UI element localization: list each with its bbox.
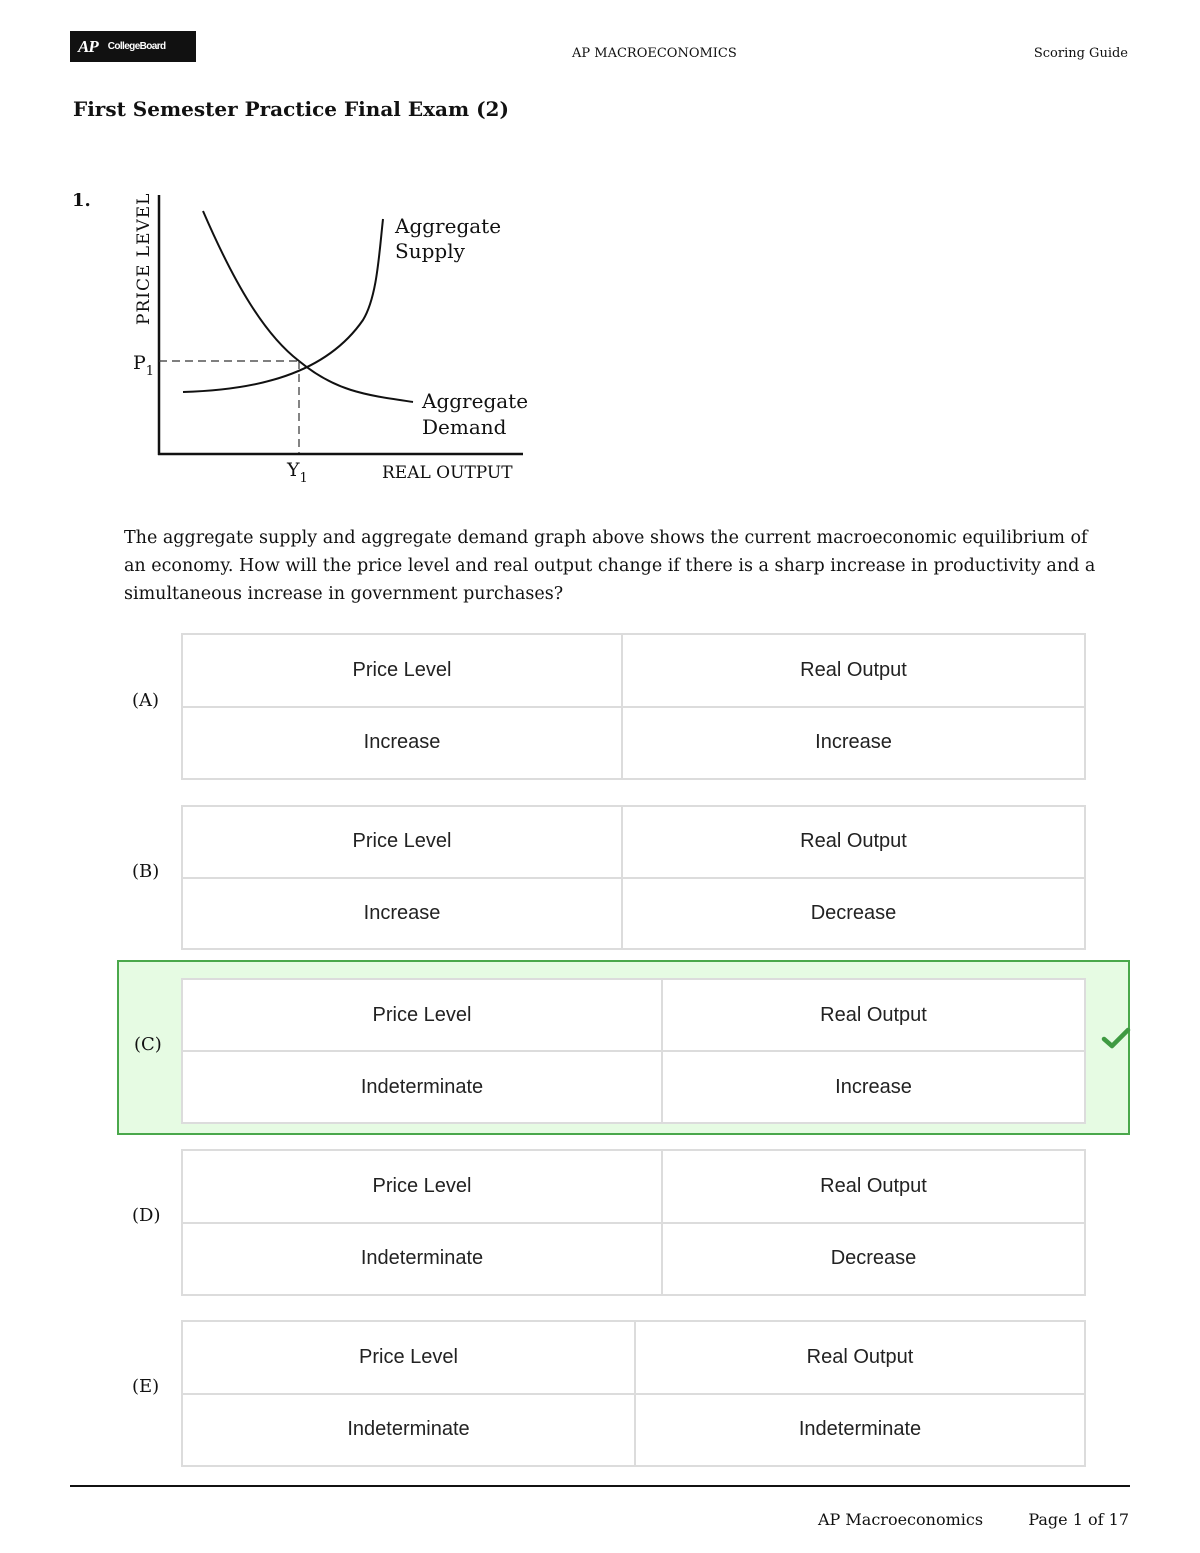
table-header-real-output: Real Output bbox=[662, 1150, 1085, 1223]
supply-label-line2: Supply bbox=[395, 239, 465, 263]
question-number: 1. bbox=[72, 190, 91, 211]
correct-checkmark-icon bbox=[1101, 1026, 1131, 1050]
logo-ap-text: AP bbox=[78, 36, 98, 56]
answer-choice-a[interactable] bbox=[118, 630, 1130, 782]
answer-choice-b[interactable] bbox=[118, 802, 1130, 952]
table-cell-price-level: Increase bbox=[182, 878, 622, 950]
page-number: Page 1 of 17 bbox=[1028, 1510, 1129, 1529]
table-header-real-output: Real Output bbox=[635, 1321, 1085, 1394]
ap-collegeboard-logo bbox=[70, 31, 196, 62]
footer-divider bbox=[70, 1485, 1130, 1487]
table-cell-real-output: Indeterminate bbox=[635, 1394, 1085, 1467]
price-marker-p1: $P_1$ bbox=[133, 352, 155, 379]
x-axis-label: REAL OUTPUT bbox=[382, 463, 513, 483]
table-header-price-level: Price Level bbox=[182, 1150, 662, 1223]
table-header-real-output: Real Output bbox=[622, 806, 1085, 878]
choice-table bbox=[181, 978, 1086, 1124]
header-scoring-guide: Scoring Guide bbox=[1033, 46, 1128, 61]
exam-title: First Semester Practice Final Exam (2) bbox=[73, 97, 509, 121]
table-cell-price-level: Indeterminate bbox=[182, 1223, 662, 1296]
footer-subject: AP Macroeconomics bbox=[818, 1510, 984, 1529]
table-cell-price-level: Indeterminate bbox=[182, 1051, 662, 1123]
table-header-price-level: Price Level bbox=[182, 979, 662, 1051]
output-marker-y1: $Y_1$ bbox=[287, 459, 308, 486]
table-header-real-output: Real Output bbox=[662, 979, 1085, 1051]
choice-table bbox=[181, 633, 1086, 780]
table-cell-price-level: Indeterminate bbox=[182, 1394, 635, 1467]
table-header-price-level: Price Level bbox=[182, 1321, 635, 1394]
logo-collegeboard-text: CollegeBoard bbox=[107, 41, 166, 52]
demand-label-line2: Demand bbox=[422, 415, 507, 439]
table-cell-real-output: Decrease bbox=[662, 1223, 1085, 1296]
aggregate-supply-curve bbox=[183, 219, 383, 392]
answer-choice-d[interactable] bbox=[118, 1146, 1130, 1298]
choice-letter: (C) bbox=[134, 1034, 162, 1055]
y-axis-label: PRICE LEVEL bbox=[134, 192, 154, 325]
table-header-real-output: Real Output bbox=[622, 634, 1085, 707]
choice-letter: (A) bbox=[132, 690, 160, 711]
choice-table bbox=[181, 1149, 1086, 1296]
supply-label-line1: Aggregate bbox=[395, 214, 502, 238]
answer-choice-e[interactable] bbox=[118, 1317, 1130, 1469]
table-header-price-level: Price Level bbox=[182, 634, 622, 707]
choice-letter: (D) bbox=[132, 1205, 161, 1226]
question-text: The aggregate supply and aggregate demand graph above shows the current macroeconomic equilibrium of an economy. How will the price level and real output change if there is a sharp increase in productivity and a simultaneous increase in government purchases? bbox=[124, 528, 1096, 604]
choice-letter: (B) bbox=[132, 861, 160, 882]
choice-table bbox=[181, 805, 1086, 950]
table-cell-real-output: Increase bbox=[622, 707, 1085, 780]
header-subject: AP MACROECONOMICS bbox=[572, 46, 737, 61]
table-header-price-level: Price Level bbox=[182, 806, 622, 878]
table-cell-real-output: Increase bbox=[662, 1051, 1085, 1123]
choice-letter: (E) bbox=[132, 1376, 160, 1397]
ad-as-graph bbox=[125, 185, 535, 490]
table-cell-price-level: Increase bbox=[182, 707, 622, 780]
answer-choice-c-correct[interactable] bbox=[117, 960, 1130, 1135]
table-cell-real-output: Decrease bbox=[622, 878, 1085, 950]
choice-table bbox=[181, 1320, 1086, 1467]
demand-label-line1: Aggregate bbox=[422, 389, 529, 413]
